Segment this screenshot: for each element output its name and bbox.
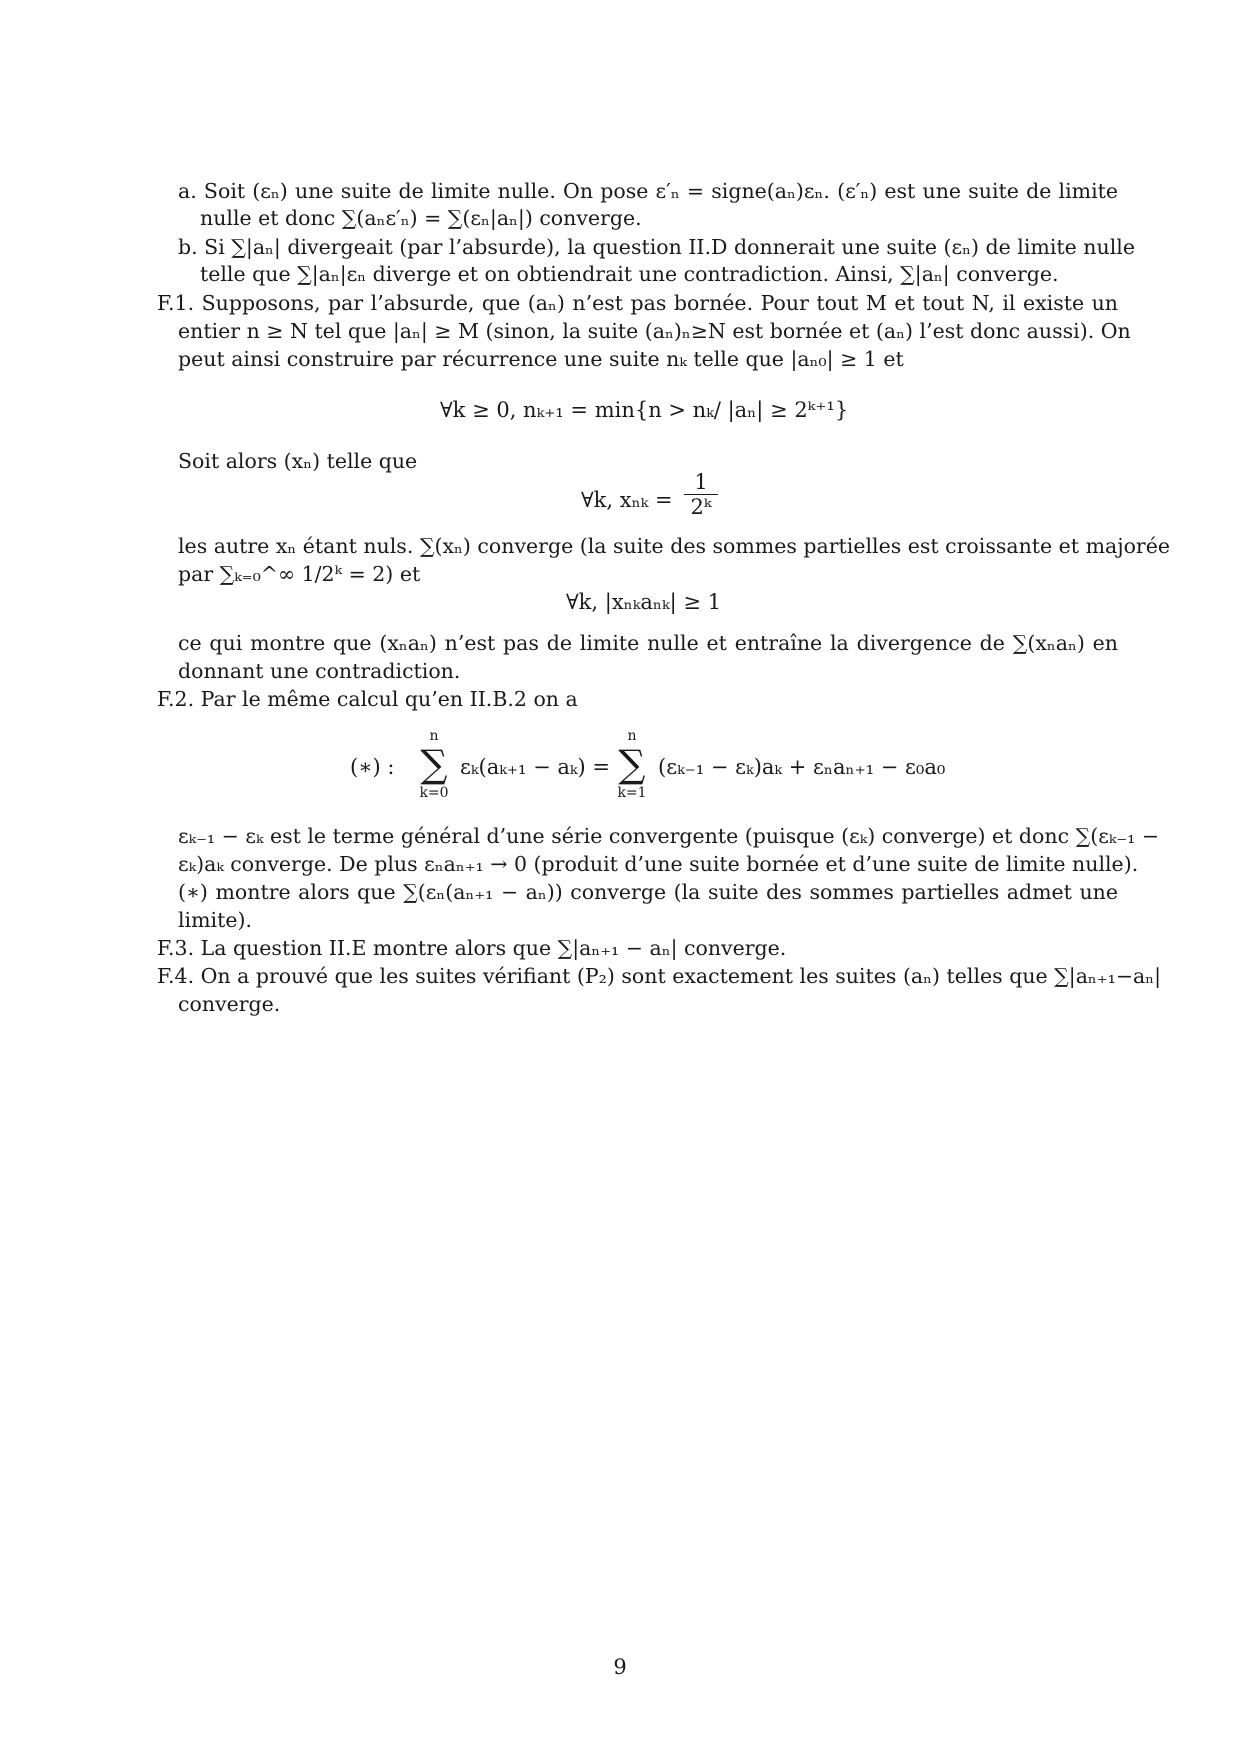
f2-line-1: F.2. Par le même calcul qu’en II.B.2 on a xyxy=(157,687,578,711)
sigma-2: ∑ xyxy=(618,742,646,786)
f1-line-6: par ∑ₖ₌₀^∞ 1/2ᵏ = 2) et xyxy=(178,562,421,586)
f4-line-2: converge. xyxy=(178,992,281,1016)
f2-line-3: εₖ)aₖ converge. De plus εₙaₙ₊₁ → 0 (produit d’une suite bornée et d’une suite de limite nulle). xyxy=(178,852,1139,876)
sigma-1: ∑ xyxy=(420,742,448,786)
sum-2-upper: n xyxy=(627,728,637,744)
f2-line-2: εₖ₋₁ − εₖ est le terme général d’une série convergente (puisque (εₖ) converge) et donc ∑(εₖ₋₁ − xyxy=(178,824,1160,848)
f4-line-1: F.4. On a prouvé que les suites vérifiant (P₂) sont exactement les suites (aₙ) telles que ∑|aₙ₊₁−aₙ| xyxy=(157,964,1162,988)
equation-product-bound: ∀k, |xₙₖaₙₖ| ≥ 1 xyxy=(566,590,722,614)
fraction-numerator: 1 xyxy=(694,470,708,494)
equation-xnk-fraction xyxy=(684,470,718,519)
f1-line-5: les autre xₙ étant nuls. ∑(xₙ) converge (la suite des sommes partielles est croissante et majorée xyxy=(178,534,1170,558)
f1-line-1: F.1. Supposons, par l’absurde, que (aₙ) n’est pas bornée. Pour tout M et tout N, il existe un xyxy=(157,291,1118,315)
f1-line-4: Soit alors (xₙ) telle que xyxy=(178,449,418,473)
f3-line: F.3. La question II.E montre alors que ∑|aₙ₊₁ − aₙ| converge. xyxy=(157,936,787,960)
equation-xnk-left: ∀k, xₙₖ = xyxy=(581,488,673,512)
f1-line-8: donnant une contradiction. xyxy=(178,659,461,683)
f1-line-3: peut ainsi construire par récurrence une suite nₖ telle que |aₙ₀| ≥ 1 et xyxy=(178,347,904,371)
item-a-line-1: a. Soit (εₙ) une suite de limite nulle. On pose ε′ₙ = signe(aₙ)εₙ. (ε′ₙ) est une suite de limite xyxy=(178,179,1118,203)
f1-line-2: entier n ≥ N tel que |aₙ| ≥ M (sinon, la suite (aₙ)ₙ≥N est bornée et (aₙ) l’est donc aussi). On xyxy=(178,319,1131,343)
page-number: 9 xyxy=(613,1655,627,1679)
equation-star-label: (∗) : xyxy=(350,755,395,779)
item-b-line-2: telle que ∑|aₙ|εₙ diverge et on obtiendrait une contradiction. Ainsi, ∑|aₙ| converge. xyxy=(200,262,1059,286)
sum-1-lower: k=0 xyxy=(419,785,449,801)
f2-line-5: limite). xyxy=(178,908,252,932)
item-b-line-1: b. Si ∑|aₙ| divergeait (par l’absurde), la question II.D donnerait une suite (εₙ) de limite nulle xyxy=(178,235,1135,259)
item-a-line-2: nulle et donc ∑(aₙε′ₙ) = ∑(εₙ|aₙ|) converge. xyxy=(200,206,642,230)
sum-operator-1 xyxy=(412,728,456,802)
sum-operator-2 xyxy=(610,728,654,802)
equation-rhs-body: (εₖ₋₁ − εₖ)aₖ + εₙaₙ₊₁ − ε₀a₀ xyxy=(658,755,946,779)
fraction-denominator: 2ᵏ xyxy=(684,494,718,519)
f2-line-4: (∗) montre alors que ∑(εₙ(aₙ₊₁ − aₙ)) converge (la suite des sommes partielles admet une xyxy=(178,880,1118,904)
equation-lhs-body: εₖ(aₖ₊₁ − aₖ) = xyxy=(460,755,611,779)
sum-2-lower: k=1 xyxy=(617,785,647,801)
equation-recurrence: ∀k ≥ 0, nₖ₊₁ = min{n > nₖ/ |aₙ| ≥ 2ᵏ⁺¹} xyxy=(440,398,849,422)
sum-1-upper: n xyxy=(429,728,439,744)
f1-line-7: ce qui montre que (xₙaₙ) n’est pas de limite nulle et entraîne la divergence de ∑(xₙaₙ) en xyxy=(178,631,1118,655)
